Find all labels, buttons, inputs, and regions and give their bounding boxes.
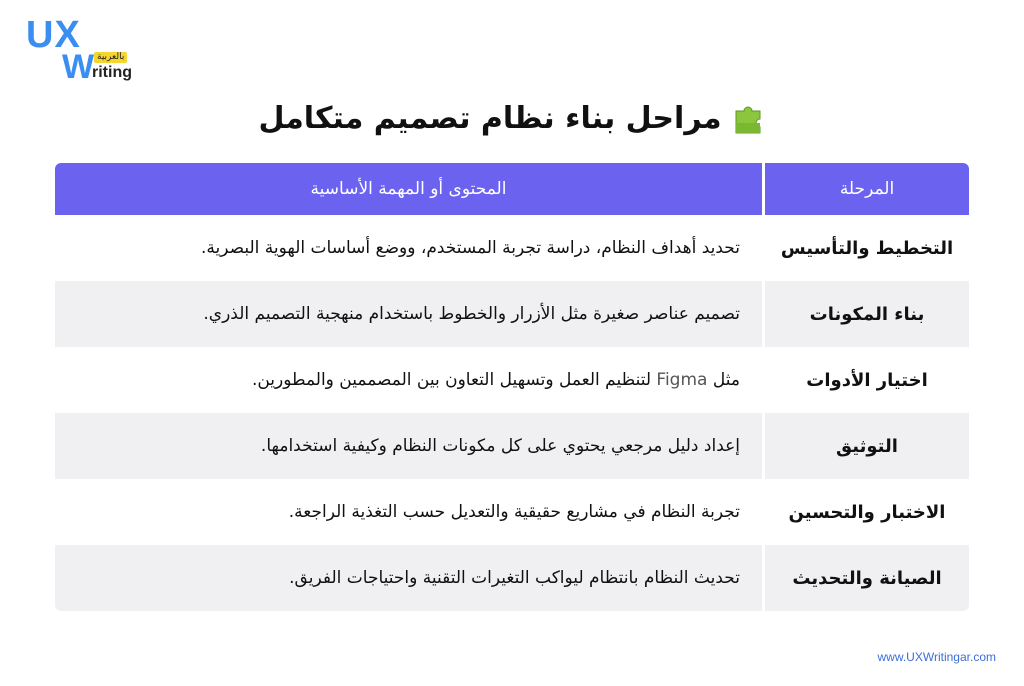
content-pre: مثل — [712, 370, 740, 390]
content-post: لتنظيم العمل وتسهيل التعاون بين المصممين والمطورين. — [251, 370, 652, 390]
stage-cell: التوثيق — [762, 413, 969, 479]
table-row — [55, 281, 969, 347]
logo-riting-text: riting — [92, 64, 132, 81]
stage-cell: الصيانة والتحديث — [762, 545, 969, 611]
content-cell: إعداد دليل مرجعي يحتوي على كل مكونات النظام وكيفية استخدامها. — [260, 436, 740, 456]
website-link[interactable]: www.UXWritingar.com — [877, 650, 996, 664]
header-stage: المرحلة — [762, 163, 969, 215]
table-row — [55, 347, 969, 413]
table-row — [55, 545, 969, 611]
brand-logo — [26, 16, 136, 86]
puzzle-icon — [732, 101, 766, 135]
table-row — [55, 413, 969, 479]
content-cell: تصميم عناصر صغيرة مثل الأزرار والخطوط باستخدام منهجية التصميم الذري. — [203, 304, 740, 324]
logo-ux-text: UX — [26, 14, 81, 56]
stages-table — [55, 163, 969, 611]
table-row — [55, 479, 969, 545]
stage-cell: بناء المكونات — [762, 281, 969, 347]
table-header-row — [55, 163, 969, 215]
page-title: مراحل بناء نظام تصميم متكامل — [258, 100, 722, 136]
logo-w-text: W — [62, 48, 95, 86]
stage-cell: اختيار الأدوات — [762, 347, 969, 413]
content-cell: تحديد أهداف النظام، دراسة تجربة المستخدم، ووضع أساسات الهوية البصرية. — [200, 238, 740, 258]
content-cell: تجربة النظام في مشاريع حقيقية والتعديل حسب التغذية الراجعة. — [288, 502, 740, 522]
stage-cell: الاختبار والتحسين — [762, 479, 969, 545]
title-row — [0, 96, 1024, 140]
header-content: المحتوى أو المهمة الأساسية — [310, 179, 507, 199]
content-cell: تحديث النظام بانتظام ليواكب التغيرات التقنية واحتياجات الفريق. — [289, 568, 740, 588]
content-cell — [55, 347, 762, 413]
stage-cell: التخطيط والتأسيس — [762, 215, 969, 281]
table-row — [55, 215, 969, 281]
logo-arabic-tag: بالعربية — [94, 52, 127, 63]
tool-name: Figma — [656, 370, 708, 390]
